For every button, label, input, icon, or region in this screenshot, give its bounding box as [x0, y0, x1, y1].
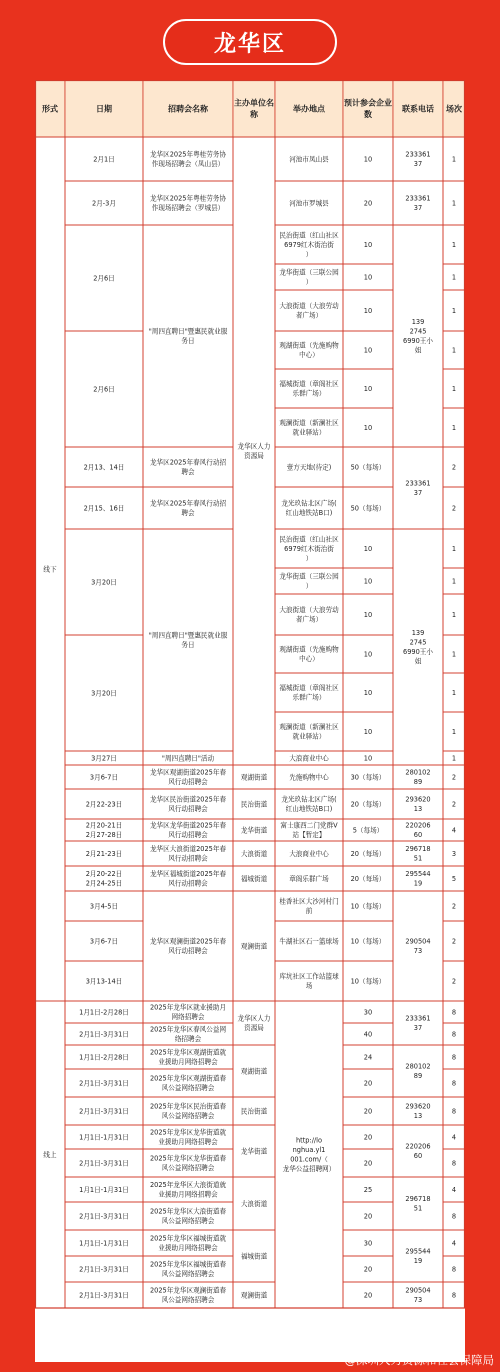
online-date-text: 2月1日-3月31日	[79, 1159, 129, 1168]
online-company-count-text: 20	[363, 1107, 373, 1116]
company-count-text: 20（每场）	[350, 849, 386, 858]
date-text: 2月20-22日 2月24-25日	[85, 870, 123, 888]
header-label: 举办地点	[293, 104, 325, 114]
online-company-count-text: 25	[363, 1185, 373, 1194]
venue-text: 大浪街道（大浪劳动者广场）	[279, 302, 339, 320]
venue-text: 壹方天地(待定)	[286, 463, 332, 472]
page-title: 龙华区	[163, 19, 337, 65]
date-text: 3月6-7日	[89, 937, 119, 946]
date-text: 3月4-5日	[89, 902, 119, 911]
date-text: 2月22-23日	[85, 800, 123, 809]
venue-text: 龙华街道（三联公园）	[279, 572, 339, 591]
company-count-text: 10（每场）	[350, 937, 386, 946]
header-label: 日期	[96, 104, 112, 114]
company-count-text: 50（每场）	[350, 504, 386, 513]
venue-text-cell	[275, 635, 343, 673]
venue-text: 民治街道（红山社区 6979红木街治街）	[279, 535, 339, 563]
venue-text-cell	[275, 712, 343, 751]
online-session-count-text: 4	[451, 1239, 457, 1248]
online-phone-text: 280102 89	[405, 1062, 431, 1081]
venue-text: 河池市罗城县	[289, 199, 329, 208]
session-count-text: 1	[451, 650, 457, 659]
company-count-text: 10	[363, 384, 373, 393]
venue-text-cell	[275, 594, 343, 635]
online-phone-text: 296718 51	[405, 1195, 431, 1213]
session-count-text: 2	[451, 773, 457, 782]
phone-text: 233361 37	[405, 479, 431, 498]
date-text: 2月1日	[93, 155, 115, 164]
session-count-text: 3	[451, 849, 457, 858]
online-phone-text-cell	[393, 1125, 443, 1177]
online-phone-text: 233361 37	[405, 1014, 431, 1033]
organizer-text: 龙华街道	[240, 826, 268, 835]
session-count-text: 2	[451, 463, 457, 472]
organizer-text: 龙华区人力资源局	[237, 442, 271, 461]
form-label-online: 线上	[43, 1151, 57, 1160]
online-session-count-text: 4	[451, 1185, 457, 1194]
venue-text: 观澜街道（新澜社区就业驿站）	[279, 419, 339, 437]
online-fair-name-text-cell	[143, 1097, 233, 1125]
header-cell	[343, 80, 393, 137]
company-count-text: 10	[363, 754, 373, 763]
venue-text: 民治街道（红山社区 6979红木街治街）	[279, 231, 339, 259]
session-count-text: 1	[451, 240, 457, 249]
organizer-text: 观澜街道	[240, 942, 268, 951]
online-phone-text: 220206 60	[405, 1142, 431, 1161]
organizer-text: 民治街道	[240, 800, 268, 809]
online-date-text: 2月1日-3月31日	[79, 1212, 129, 1221]
online-session-count-text: 8	[451, 1159, 457, 1168]
organizer-text: 福城街道	[240, 874, 268, 883]
online-phone-text: 293620 13	[405, 1102, 431, 1121]
source-watermark: @深圳人力资源和社会保障局	[344, 1353, 494, 1367]
phone-text-cell	[393, 181, 443, 225]
fair-name-text-cell	[143, 529, 233, 751]
company-count-text: 10	[363, 577, 373, 586]
online-organizer-text: 龙华区人力资源局	[237, 1014, 271, 1033]
online-organizer-text: 观澜街道	[240, 1291, 268, 1300]
online-date-text: 2月1日-3月31日	[79, 1265, 129, 1274]
session-count-text: 1	[451, 273, 457, 282]
venue-text: 观澜街道（新澜社区就业驿站）	[279, 723, 339, 741]
fair-name-text: 龙华区2025年春风行动招聘会	[149, 499, 227, 518]
date-text: 3月6-7日	[89, 773, 119, 782]
online-company-count-text: 40	[363, 1030, 373, 1039]
venue-text-cell	[275, 789, 343, 819]
online-company-count-text: 20	[363, 1159, 373, 1168]
phone-text: 280102 89	[405, 768, 431, 787]
company-count-text: 10	[363, 650, 373, 659]
header-label: 形式	[42, 104, 58, 114]
online-fair-name-text-cell	[143, 1149, 233, 1177]
online-organizer-text: 大浪街道	[240, 1199, 268, 1208]
organizer-text: 大浪街道	[240, 849, 268, 858]
date-text: 3月13-14日	[85, 977, 123, 986]
fair-name-text: "周四直聘日"活动	[161, 754, 215, 763]
header-label: 招聘会名称	[168, 104, 208, 114]
online-organizer-text: 龙华街道	[240, 1147, 268, 1156]
online-company-count-text: 20	[363, 1291, 373, 1300]
online-company-count-text: 24	[363, 1053, 373, 1062]
venue-text: 观湖街道（先施购物中心）	[279, 645, 339, 664]
fair-name-text: "周四直聘日"暨惠民就业服务日	[148, 327, 228, 346]
organizer-text: 观湖街道	[240, 773, 268, 782]
venue-text-cell	[275, 369, 343, 408]
company-count-text: 10	[363, 544, 373, 553]
venue-text: 龙光玖钻北区广场(红山地铁站B口)	[281, 499, 337, 518]
session-count-text: 5	[451, 874, 457, 883]
online-date-text: 2月1日-3月31日	[79, 1030, 129, 1039]
date-text: 2月20-21日 2月27-28日	[85, 821, 123, 840]
date-text: 3月20日	[91, 689, 117, 698]
online-company-count-text: 20	[363, 1133, 373, 1142]
session-count-text: 2	[451, 902, 457, 911]
online-date-text: 2月1日-3月31日	[79, 1079, 129, 1088]
online-session-count-text: 8	[451, 1265, 457, 1274]
venue-text-cell	[275, 487, 343, 529]
fair-name-text: 龙华区2025年粤桂劳务协作现场招聘会（罗城县）	[149, 194, 227, 213]
venue-text-cell	[275, 961, 343, 1001]
session-count-text: 1	[451, 610, 457, 619]
date-text: 2月15、16日	[83, 504, 125, 513]
company-count-text: 10（每场）	[350, 902, 386, 911]
online-session-count-text: 8	[451, 1079, 457, 1088]
date-text: 2月13、14日	[83, 463, 125, 472]
online-fair-name-text: 2025年龙华区福城街道就业援助月网络招聘会	[149, 1234, 227, 1253]
online-date-text: 1月1日-2月28日	[79, 1053, 129, 1062]
session-count-text: 1	[451, 544, 457, 553]
fair-name-text: 龙华区2025年粤桂劳务协作现场招聘会（凤山县）	[149, 150, 227, 169]
company-count-text: 10	[363, 273, 373, 282]
online-date-text: 1月1日-1月31日	[79, 1133, 129, 1142]
online-fair-name-text: 2025年龙华区就业援助月网络招聘会	[149, 1003, 227, 1022]
phone-text-cell	[393, 447, 443, 529]
online-phone-text: 290504 73	[405, 1286, 431, 1305]
online-session-count-text: 8	[451, 1107, 457, 1116]
online-company-count-text: 20	[363, 1079, 373, 1088]
venue-text: 章阁乐群广场	[289, 874, 329, 883]
online-company-count-text: 20	[363, 1265, 373, 1274]
session-count-text: 1	[451, 384, 457, 393]
header-label: 联系电话	[402, 104, 434, 114]
online-date-text: 1月1日-1月31日	[79, 1239, 129, 1248]
phone-text-cell	[393, 789, 443, 819]
venue-text: 先施购物中心	[289, 773, 329, 782]
date-text: 2月-3月	[92, 199, 116, 208]
session-count-text: 1	[451, 199, 457, 208]
phone-text: 139 2745 6990王小姐	[403, 318, 433, 355]
company-count-text: 10	[363, 306, 373, 315]
fair-name-text: 龙华区大浪街道2025年春风行动招聘会	[149, 845, 227, 863]
header-cell	[233, 80, 275, 137]
date-text: 3月27日	[91, 754, 117, 763]
company-count-text: 10	[363, 240, 373, 249]
fair-name-text: 龙华区龙华街道2025年春风行动招聘会	[149, 821, 227, 840]
fair-name-text: 龙华区民治街道2025年春风行动招聘会	[149, 795, 227, 814]
session-count-text: 1	[451, 155, 457, 164]
fair-name-text: 龙华区福城街道2025年春风行动招聘会	[149, 870, 227, 888]
online-fair-name-text: 2025年龙华区大浪街道春风公益网络招聘会	[149, 1207, 227, 1226]
session-count-text: 1	[451, 727, 457, 736]
company-count-text: 10	[363, 610, 373, 619]
phone-text: 233361 37	[405, 150, 431, 169]
company-count-text: 20（每场）	[350, 874, 386, 883]
online-venue-text: http://lo nghua.yl1 001.com/（龙华公益招聘网）	[282, 1136, 336, 1174]
company-count-text: 10	[363, 155, 373, 164]
online-organizer-text: 观湖街道	[240, 1067, 268, 1076]
online-session-count-text: 8	[451, 1291, 457, 1300]
header-label: 场次	[446, 104, 462, 114]
venue-text: 龙华街道（三联公园）	[279, 268, 339, 287]
fair-name-text-cell	[143, 225, 233, 447]
company-count-text: 20	[363, 199, 373, 208]
fair-name-text-cell	[143, 487, 233, 529]
session-count-text: 2	[451, 937, 457, 946]
phone-text-cell	[393, 529, 443, 765]
fair-name-text: 龙华区观湖街道2025年春风行动招聘会	[149, 768, 227, 787]
venue-text: 牛湖社区石一篮球场	[279, 937, 339, 946]
company-count-text: 10	[363, 688, 373, 697]
online-session-count-text: 8	[451, 1008, 457, 1017]
online-date-text: 1月1日-1月31日	[79, 1185, 129, 1194]
session-count-text: 1	[451, 577, 457, 586]
session-count-text: 1	[451, 306, 457, 315]
session-count-text: 2	[451, 977, 457, 986]
venue-text: 大浪商业中心	[289, 849, 329, 858]
online-company-count-text: 30	[363, 1008, 373, 1017]
online-organizer-text-cell	[233, 1001, 275, 1045]
online-fair-name-text: 2025年龙华区民治街道春风公益网络招聘会	[149, 1102, 227, 1121]
venue-text: 福城街道（章阁社区乐群广场）	[279, 684, 339, 702]
date-text: 2月21-23日	[85, 849, 123, 858]
form-label-offline: 线下	[43, 565, 57, 574]
phone-text-cell	[393, 137, 443, 181]
online-fair-name-text: 2025年龙华区观湖街道就业援助月网络招聘会	[149, 1048, 227, 1067]
online-phone-text-cell	[393, 1001, 443, 1045]
venue-text-cell	[275, 408, 343, 447]
online-fair-name-text: 2025年龙华区大浪街道就业援助月网络招聘会	[149, 1181, 227, 1199]
phone-text: 220206 60	[405, 821, 431, 840]
online-fair-name-text: 2025年龙华区龙华街道春风公益网络招聘会	[149, 1154, 227, 1173]
venue-text: 观湖街道（先施购物中心）	[279, 341, 339, 360]
venue-text: 大浪街道（大浪劳动者广场）	[279, 606, 339, 624]
online-phone-text-cell	[393, 1045, 443, 1097]
session-count-text: 1	[451, 423, 457, 432]
date-text: 2月6日	[93, 385, 115, 394]
company-count-text: 10	[363, 727, 373, 736]
fair-name-text-cell	[143, 789, 233, 819]
phone-text: 296718 51	[405, 845, 431, 863]
company-count-text: 10	[363, 423, 373, 432]
online-session-count-text: 4	[451, 1133, 457, 1142]
company-count-text: 30（每场）	[350, 773, 386, 782]
fair-name-text-cell	[143, 137, 233, 181]
session-count-text: 1	[451, 688, 457, 697]
venue-text-cell	[275, 290, 343, 331]
online-date-text: 2月1日-3月31日	[79, 1291, 129, 1300]
fair-name-text-cell	[143, 891, 233, 1001]
venue-text: 福城街道（章阁社区乐群广场）	[279, 380, 339, 398]
online-organizer-text: 民治街道	[240, 1107, 268, 1116]
fair-name-text: 龙华区2025年春风行动招聘会	[149, 458, 227, 477]
phone-text-cell	[393, 225, 443, 447]
fair-name-text-cell	[143, 447, 233, 487]
venue-text: 龙光玖钻北区广场(红山地铁站B口)	[281, 795, 337, 814]
session-count-text: 1	[451, 346, 457, 355]
online-phone-text: 295544 19	[405, 1247, 431, 1266]
online-date-text: 2月1日-3月31日	[79, 1107, 129, 1116]
online-fair-name-text: 2025年龙华区龙华街道就业援助月网络招聘会	[149, 1128, 227, 1147]
online-organizer-text: 福城街道	[240, 1252, 268, 1261]
organizer-text-cell	[233, 137, 275, 765]
schedule-table-svg	[35, 80, 465, 1362]
online-session-count-text: 8	[451, 1030, 457, 1039]
fair-name-text-cell	[143, 181, 233, 225]
venue-text: 桂香社区大沙河村门前	[279, 897, 339, 916]
header-label: 主办单位名称	[234, 98, 274, 119]
online-fair-name-text-cell	[143, 1202, 233, 1230]
online-session-count-text: 8	[451, 1053, 457, 1062]
venue-text: 大浪商业中心	[289, 754, 329, 763]
fair-name-text: 龙华区观澜街道2025年春风行动招聘会	[149, 937, 227, 956]
online-phone-text-cell	[393, 1177, 443, 1230]
online-date-text: 1月1日-2月28日	[79, 1008, 129, 1017]
session-count-text: 2	[451, 800, 457, 809]
phone-text: 295544 19	[405, 870, 431, 888]
online-company-count-text: 30	[363, 1239, 373, 1248]
schedule-table	[35, 80, 465, 1362]
phone-text-cell	[393, 891, 443, 1001]
company-count-text: 5（每场）	[352, 826, 384, 835]
venue-text-cell	[275, 673, 343, 712]
online-fair-name-text: 2025年龙华区春风公益网络招聘会	[149, 1025, 227, 1044]
online-phone-text-cell	[393, 1230, 443, 1282]
fair-name-text: "周四直聘日"暨惠民就业服务日	[148, 631, 228, 650]
phone-text: 293620 13	[405, 795, 431, 814]
online-fair-name-text: 2025年龙华区福城街道春风公益网络招聘会	[149, 1260, 227, 1279]
online-fair-name-text: 2025年龙华区观湖街道春风公益网络招聘会	[149, 1074, 227, 1093]
company-count-text: 10	[363, 346, 373, 355]
company-count-text: 20（每场）	[350, 800, 386, 809]
venue-text-cell	[275, 331, 343, 369]
online-venue-text-cell	[275, 1001, 343, 1308]
venue-text: 库坑社区工作站篮球场	[279, 972, 339, 991]
company-count-text: 10（每场）	[350, 977, 386, 986]
venue-text: 富士康西二门党群V 站【暂定】	[280, 821, 338, 840]
online-phone-text-cell	[393, 1097, 443, 1125]
phone-text: 139 2745 6990王小姐	[403, 629, 433, 666]
online-fair-name-text-cell	[143, 1069, 233, 1097]
online-session-count-text: 8	[451, 1212, 457, 1221]
online-fair-name-text: 2025年龙华区观澜街道春风公益网络招聘会	[149, 1286, 227, 1305]
venue-text-cell	[275, 891, 343, 921]
online-company-count-text: 20	[363, 1212, 373, 1221]
phone-text: 233361 37	[405, 194, 431, 213]
session-count-text: 2	[451, 504, 457, 513]
date-text: 3月20日	[91, 578, 117, 587]
date-text: 2月6日	[93, 274, 115, 283]
session-count-text: 1	[451, 754, 457, 763]
phone-text: 290504 73	[405, 937, 431, 956]
session-count-text: 4	[451, 826, 457, 835]
company-count-text: 50（每场）	[350, 463, 386, 472]
header-label: 预计参会企业数	[344, 98, 392, 119]
venue-text: 河池市凤山县	[289, 155, 329, 164]
